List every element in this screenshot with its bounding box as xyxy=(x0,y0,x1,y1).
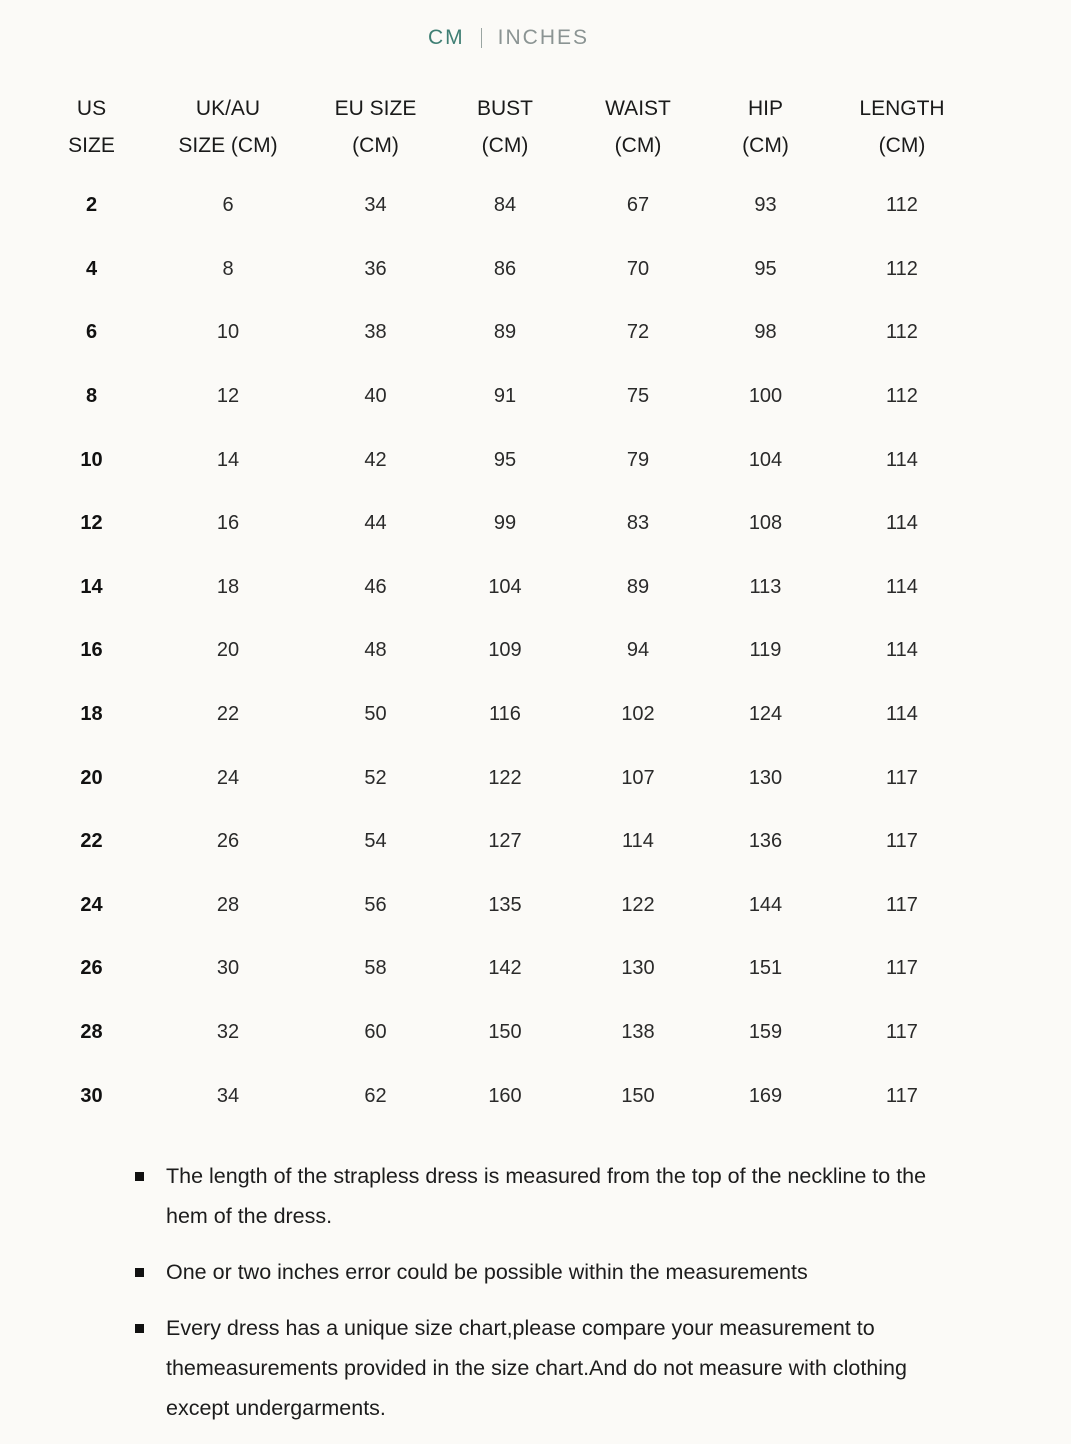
cell-hip: 95 xyxy=(754,257,777,280)
cell-bust: 86 xyxy=(493,257,517,280)
cell-length: 112 xyxy=(886,194,918,217)
cell-hip: 100 xyxy=(748,385,783,408)
cell-bust: 99 xyxy=(493,512,517,535)
table-row xyxy=(24,683,993,747)
header-uk-au-size: UK/AU SIZE (CM) xyxy=(178,97,278,157)
cell-us-size: 12 xyxy=(80,512,103,535)
cell-length: 112 xyxy=(886,257,918,280)
note-item: One or two inches error could be possible within the measurements xyxy=(132,1252,962,1292)
cell-bust: 95 xyxy=(493,448,517,471)
cell-length: 112 xyxy=(886,321,918,344)
cell-hip: 113 xyxy=(749,575,782,598)
cell-hip: 93 xyxy=(754,194,777,217)
cell-length: 117 xyxy=(886,830,918,853)
note-item: The length of the strapless dress is measured from the top of the neckline to the hem of the dress. xyxy=(132,1156,962,1236)
cell-eu-size: 42 xyxy=(364,448,387,471)
cell-us-size: 30 xyxy=(80,1084,103,1107)
cell-length: 117 xyxy=(886,1021,918,1044)
cell-eu-size: 56 xyxy=(364,893,387,916)
note-item: Every dress has a unique size chart,please compare your measurement to themeasurements provided in the size chart.And do not measure with clothing except undergarments. xyxy=(132,1308,962,1428)
cell-uk-au-size: 26 xyxy=(216,830,240,853)
header-eu-size: EU SIZE (CM) xyxy=(334,97,417,157)
cell-bust: 89 xyxy=(493,321,517,344)
cell-us-size: 2 xyxy=(85,194,98,217)
header-waist: WAIST (CM) xyxy=(605,97,671,157)
cell-eu-size: 50 xyxy=(364,703,387,726)
cell-uk-au-size: 16 xyxy=(216,512,240,535)
cell-bust: 91 xyxy=(493,385,517,408)
table-row xyxy=(24,301,993,365)
cell-length: 112 xyxy=(886,385,918,408)
table-row xyxy=(24,874,993,938)
cell-bust: 150 xyxy=(488,1021,522,1044)
table-row xyxy=(24,365,993,429)
cell-waist: 122 xyxy=(621,893,655,916)
cell-eu-size: 62 xyxy=(364,1084,387,1107)
unit-toggle xyxy=(0,26,1017,50)
cell-length: 114 xyxy=(886,448,918,471)
cell-waist: 94 xyxy=(626,639,650,662)
header-hip: HIP (CM) xyxy=(742,97,789,157)
cell-waist: 150 xyxy=(621,1084,655,1107)
cell-hip: 130 xyxy=(748,766,783,789)
cell-uk-au-size: 34 xyxy=(216,1084,240,1107)
cell-waist: 75 xyxy=(626,385,650,408)
cell-us-size: 6 xyxy=(85,321,98,344)
table-row xyxy=(24,619,993,683)
cell-bust: 104 xyxy=(488,575,522,598)
cell-length: 114 xyxy=(886,575,918,598)
cell-us-size: 18 xyxy=(80,703,103,726)
cell-waist: 102 xyxy=(621,703,655,726)
bullet-square-icon xyxy=(135,1172,144,1181)
cell-length: 117 xyxy=(886,1084,918,1107)
cell-waist: 79 xyxy=(626,448,650,471)
cell-eu-size: 54 xyxy=(364,830,387,853)
cell-bust: 127 xyxy=(488,830,522,853)
cell-bust: 84 xyxy=(493,194,517,217)
cell-bust: 142 xyxy=(488,957,522,980)
cell-uk-au-size: 8 xyxy=(222,257,234,280)
cell-eu-size: 60 xyxy=(364,1021,387,1044)
cell-length: 117 xyxy=(886,957,918,980)
cell-waist: 67 xyxy=(626,194,650,217)
header-length: LENGTH (CM) xyxy=(859,97,945,157)
cell-us-size: 16 xyxy=(80,639,103,662)
cell-uk-au-size: 14 xyxy=(216,448,240,471)
table-row xyxy=(24,937,993,1001)
header-bust: BUST (CM) xyxy=(476,97,533,157)
cell-eu-size: 38 xyxy=(364,321,387,344)
cell-hip: 104 xyxy=(748,448,783,471)
cell-eu-size: 34 xyxy=(364,194,387,217)
table-header-row xyxy=(24,90,993,174)
cell-uk-au-size: 6 xyxy=(222,194,234,217)
cell-length: 114 xyxy=(886,639,918,662)
cell-us-size: 10 xyxy=(80,448,103,471)
cell-us-size: 22 xyxy=(80,830,103,853)
cell-bust: 116 xyxy=(489,703,521,726)
table-row xyxy=(24,428,993,492)
table-row xyxy=(24,492,993,556)
cell-bust: 135 xyxy=(488,893,522,916)
cell-eu-size: 36 xyxy=(364,257,387,280)
table-row xyxy=(24,1001,993,1065)
cell-eu-size: 44 xyxy=(364,512,387,535)
cell-hip: 144 xyxy=(748,893,783,916)
cell-waist: 107 xyxy=(621,766,655,789)
cell-eu-size: 48 xyxy=(364,639,387,662)
bullet-square-icon xyxy=(135,1324,144,1333)
cell-us-size: 20 xyxy=(80,766,103,789)
unit-tab-inches[interactable]: INCHES xyxy=(497,26,590,49)
cell-hip: 159 xyxy=(748,1021,783,1044)
cell-waist: 72 xyxy=(626,321,650,344)
cell-hip: 136 xyxy=(748,830,783,853)
cell-us-size: 14 xyxy=(80,575,103,598)
cell-bust: 122 xyxy=(488,766,522,789)
table-row xyxy=(24,238,993,302)
cell-us-size: 4 xyxy=(85,257,98,280)
cell-hip: 108 xyxy=(748,512,783,535)
cell-bust: 109 xyxy=(488,639,522,662)
cell-hip: 98 xyxy=(754,321,777,344)
table-row xyxy=(24,174,993,238)
cell-waist: 89 xyxy=(626,575,650,598)
cell-hip: 119 xyxy=(749,639,782,662)
size-notes-list xyxy=(132,1156,962,1444)
size-table-body xyxy=(24,174,993,1128)
cell-uk-au-size: 28 xyxy=(216,893,240,916)
table-row xyxy=(24,810,993,874)
cell-hip: 169 xyxy=(748,1084,783,1107)
cell-uk-au-size: 20 xyxy=(216,639,240,662)
cell-us-size: 8 xyxy=(85,385,98,408)
cell-eu-size: 58 xyxy=(364,957,387,980)
cell-length: 117 xyxy=(886,766,918,789)
size-chart-table xyxy=(24,90,993,1128)
cell-waist: 83 xyxy=(626,512,650,535)
cell-eu-size: 52 xyxy=(364,766,387,789)
unit-divider xyxy=(481,28,482,48)
cell-uk-au-size: 30 xyxy=(216,957,240,980)
cell-uk-au-size: 10 xyxy=(216,321,240,344)
cell-bust: 160 xyxy=(488,1084,522,1107)
cell-eu-size: 40 xyxy=(364,385,387,408)
cell-waist: 138 xyxy=(621,1021,655,1044)
cell-length: 117 xyxy=(886,893,918,916)
table-row xyxy=(24,1064,993,1128)
cell-length: 114 xyxy=(886,703,918,726)
table-row xyxy=(24,746,993,810)
cell-us-size: 26 xyxy=(80,957,103,980)
cell-waist: 114 xyxy=(622,830,654,853)
cell-uk-au-size: 12 xyxy=(216,385,240,408)
cell-hip: 151 xyxy=(748,957,783,980)
cell-length: 114 xyxy=(886,512,918,535)
unit-tab-cm[interactable]: CM xyxy=(427,26,465,49)
header-us-size: US SIZE xyxy=(68,97,115,157)
cell-uk-au-size: 22 xyxy=(216,703,240,726)
cell-uk-au-size: 24 xyxy=(216,766,240,789)
cell-us-size: 28 xyxy=(80,1021,103,1044)
cell-hip: 124 xyxy=(748,703,783,726)
table-row xyxy=(24,556,993,620)
cell-eu-size: 46 xyxy=(364,575,387,598)
cell-waist: 130 xyxy=(621,957,655,980)
cell-uk-au-size: 32 xyxy=(216,1021,240,1044)
bullet-square-icon xyxy=(135,1268,144,1277)
cell-uk-au-size: 18 xyxy=(216,575,240,598)
cell-us-size: 24 xyxy=(80,893,103,916)
cell-waist: 70 xyxy=(626,257,650,280)
